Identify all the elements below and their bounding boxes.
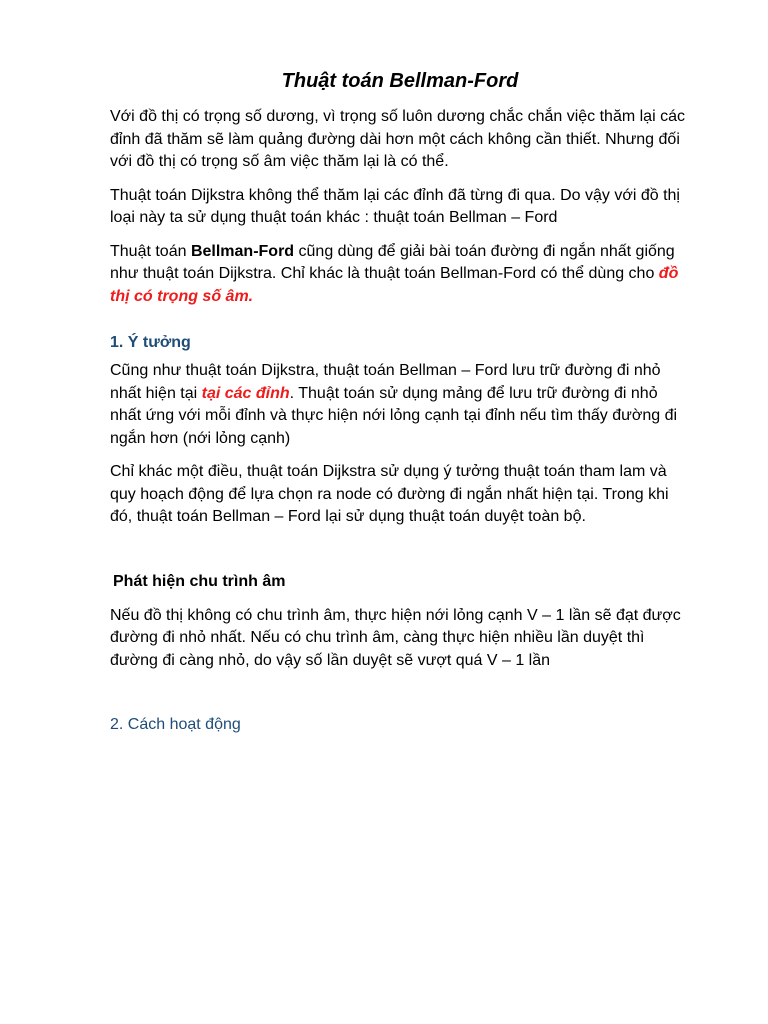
idea-paragraph-2: Chỉ khác một điều, thuật toán Dijkstra sử dụng ý tưởng thuật toán tham lam và quy hoạch động để lựa chọn ra node có đường đi ngắn nhất hiện tại. Trong khi đó, thuật toán Bellman – Ford lại sử dụng thuật toán duyệt toàn bộ. [110,463,669,525]
idea-paragraph-1 [110,360,690,450]
idea-p1-post: . Thuật toán sử dụng mảng để lưu trữ đường đi nhỏ nhất ứng với mỗi đỉnh và thực hiện nới lỏng cạnh tại đỉnh nếu tìm thấy đường đi ngắn hơn (nới lỏng cạnh) [110,384,678,447]
idea-p1-emphasis: tại các đỉnh [201,384,290,402]
section-heading-idea: 1. Ý tưởng [110,334,191,351]
p3-emphasis: đồ thị có trọng số âm. [110,265,679,305]
subheading-negative-cycle: Phát hiện chu trình âm [113,572,286,590]
document-title: Thuật toán Bellman-Ford [281,70,519,92]
p3-text-mid: cũng dùng để giải bài toán đường đi ngắn nhất giống như thuật toán Dijkstra. Chỉ khác là thuật toán Bellman-Ford có thể dùng cho [110,242,675,282]
negative-cycle-paragraph: Nếu đồ thị không có chu trình âm, thực hiện nới lỏng cạnh V – 1 lần sẽ đạt được đường đi nhỏ nhất. Nếu có chu trình âm, càng thực hiện nhiều lần duyệt thì đường đi càng nhỏ, do vậy số lần duyệt sẽ vượt quá V – 1 lần [110,606,681,669]
document-page [110,68,690,742]
idea-p1-pre: Cũng như thuật toán Dijkstra, thuật toán Bellman – Ford lưu trữ đường đi nhỏ nhất hiện tại [110,362,661,402]
intro-paragraph-3 [110,241,690,309]
p3-bold-term: Bellman-Ford [190,242,295,260]
section-heading-how-it-works: 2. Cách hoạt động [110,716,241,733]
p3-text-pre: Thuật toán [110,242,191,260]
intro-paragraph-1: Với đồ thị có trọng số dương, vì trọng số luôn dương chắc chắn việc thăm lại các đỉnh đã thăm sẽ làm quảng đường dài hơn một cách không cần thiết. Nhưng đối với đồ thị có trọng số âm việc thăm lại là có thể. [110,108,685,170]
intro-paragraph-2: Thuật toán Dijkstra không thể thăm lại các đỉnh đã từng đi qua. Do vậy với đồ thị loại này ta sử dụng thuật toán khác : thuật toán Bellman – Ford [110,186,680,226]
